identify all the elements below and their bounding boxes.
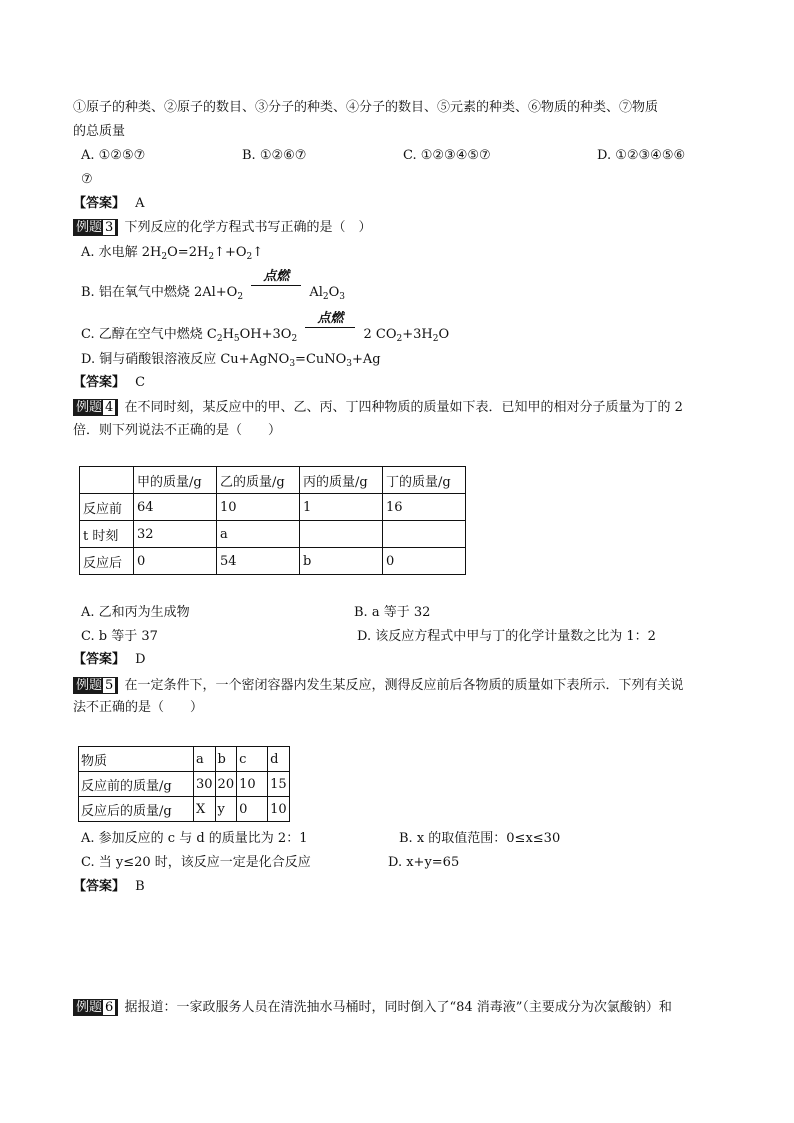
q5-option-b: B. x 的取值范围：0≤x≤30: [399, 831, 561, 846]
q2-stem-line1: ①原子的种类、②原子的数目、③分子的种类、④分子的数目、⑤元素的种类、⑥物质的种类、⑦物质: [73, 100, 659, 115]
answer-value: C: [135, 375, 146, 390]
q4-option-c: C. b 等于 37: [81, 629, 158, 644]
q2-option-d-continued: ⑦: [81, 172, 93, 187]
q5-answer: [73, 877, 145, 897]
q5-stem-line2: 法不正确的是（ ）: [73, 700, 204, 715]
q4-option-d: D. 该反应方程式中甲与丁的化学计量数之比为 1：2: [357, 629, 656, 644]
table-row: 反应后的质量/g X y 0 10: [79, 797, 290, 822]
table-header-row: 物质 a b c d: [79, 747, 290, 772]
example-tag: 例题 3: [73, 219, 118, 236]
example-number: 6: [105, 1000, 114, 1015]
answer-label: 【答案】: [73, 196, 126, 211]
answer-label: 【答案】: [73, 879, 126, 894]
answer-value: A: [135, 196, 145, 211]
q5-option-a: A. 参加反应的 c 与 d 的质量比为 2：1: [81, 831, 308, 846]
answer-value: D: [135, 652, 146, 667]
q5-question-text: 在一定条件下，一个密闭容器内发生某反应，测得反应前后各物质的质量如下表所示．下列有关说: [124, 678, 684, 693]
table-header-row: 甲的质量/g 乙的质量/g 丙的质量/g 丁的质量/g: [80, 467, 466, 494]
example-tag: 例题 5: [73, 677, 118, 694]
q6-stem: [73, 998, 672, 1018]
table-row: 反应后 0 54 b 0: [80, 548, 466, 575]
table-row: 反应前 64 10 1 16: [80, 494, 466, 521]
q4-mass-table: [79, 466, 466, 575]
q3-option-b: B. 铝在氧气中燃烧 $2Al+O_2$ 点燃 $Al_2O_3$: [81, 269, 346, 302]
q2-option-d: D. ①②③④⑤⑥: [597, 148, 686, 163]
answer-label: 【答案】: [73, 652, 126, 667]
q5-stem-line1: [73, 676, 683, 696]
table-row: t 时刻 32 a: [80, 521, 466, 548]
table-row: 反应前的质量/g 30 20 10 15: [79, 772, 290, 797]
q4-stem-line1: [73, 398, 683, 418]
q3-question-text: 下列反应的化学方程式书写正确的是（ ）: [124, 220, 372, 235]
answer-value: B: [135, 879, 145, 894]
q4-option-b: B. a 等于 32: [354, 605, 431, 620]
q2-option-a: A. ①②⑤⑦: [81, 148, 146, 163]
q2-answer: [73, 194, 145, 214]
q4-question-text: 在不同时刻，某反应中的甲、乙、丙、丁四种物质的质量如下表．已知甲的相对分子质量为丁的 2: [124, 400, 683, 415]
example-number: 3: [105, 220, 114, 235]
q3-option-d: D. 铜与硝酸银溶液反应 Cu+AgNO$_3$=CuNO$_3$+Ag: [81, 352, 381, 369]
q5-mass-table: [78, 746, 290, 822]
example-number: 4: [105, 400, 114, 415]
example-tag: 例题 6: [73, 999, 118, 1016]
q3-stem: [73, 218, 371, 238]
q3-answer: [73, 373, 145, 393]
example-tag: 例题 4: [73, 399, 118, 416]
q2-option-c: C. ①②③④⑤⑦: [403, 148, 491, 163]
q3-option-a: A. 水电解 $2H_2O=2H_2↑+O_2↑$: [81, 245, 264, 262]
q4-answer: [73, 650, 146, 670]
q2-stem-line2: 的总质量: [73, 124, 126, 139]
reaction-condition-arrow: 点燃: [305, 324, 355, 338]
q2-option-b: B. ①②⑥⑦: [242, 148, 307, 163]
answer-label: 【答案】: [73, 375, 126, 390]
q4-stem-line2: 倍．则下列说法不正确的是（ ）: [73, 423, 282, 438]
q5-option-d: D. x+y=65: [388, 855, 460, 870]
q6-question-text: 据报道：一家政服务人员在清洗抽水马桶时，同时倒入了“84 消毒液”（主要成分为次氯酸钠）和: [124, 1000, 672, 1015]
example-number: 5: [105, 678, 114, 693]
q4-option-a: A. 乙和丙为生成物: [81, 605, 190, 620]
reaction-condition-arrow: 点燃: [251, 282, 301, 296]
q5-option-c: C. 当 y≤20 时，该反应一定是化合反应: [81, 855, 311, 870]
q3-option-c: C. 乙醇在空气中燃烧 $C_2H_5OH+3O_2$ 点燃 2 $CO_2+3H_2O$: [81, 311, 450, 344]
